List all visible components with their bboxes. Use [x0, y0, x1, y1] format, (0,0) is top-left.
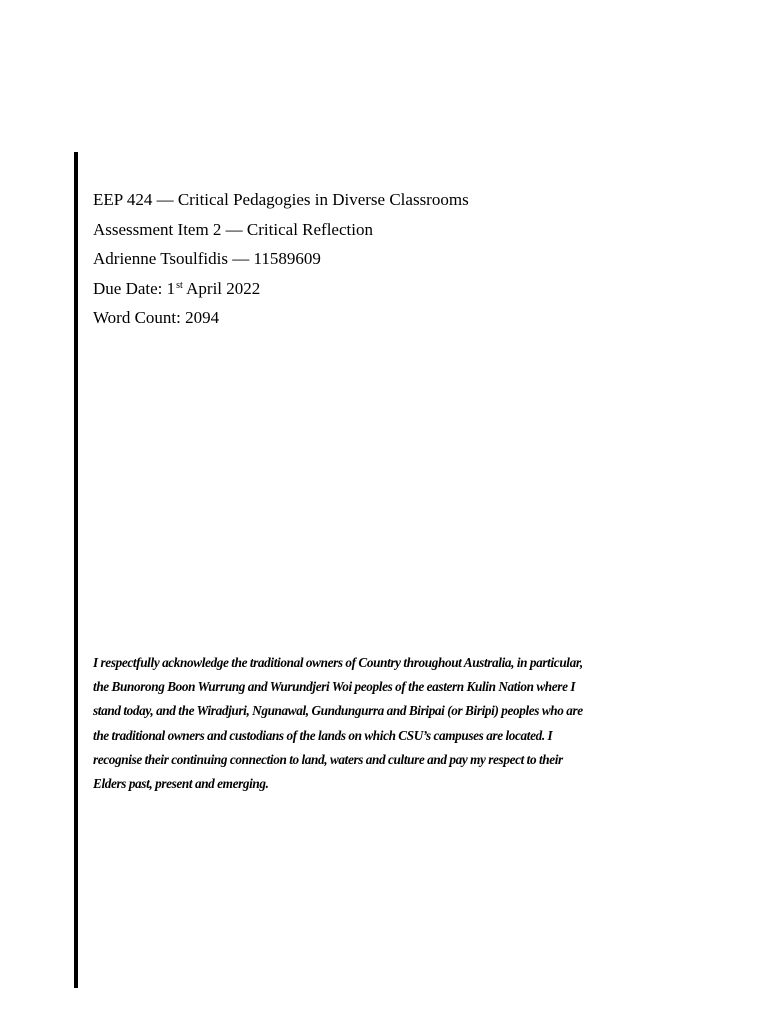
acknowledgement-line: recognise their continuing connection to land, waters and culture and pay my respect to their [93, 751, 563, 767]
acknowledgement-of-country [93, 651, 693, 796]
course-title: EEP 424 — Critical Pedagogies in Diverse Classrooms [93, 190, 469, 209]
acknowledgement-line: the Bunorong Boon Wurrung and Wurundjeri Woi peoples of the eastern Kulin Nation where I [93, 679, 576, 695]
acknowledgement-line: stand today, and the Wiradjuri, Ngunawal, Gundungurra and Biripai (or Biripi) peoples who are [93, 703, 583, 719]
student-name-id: Adrienne Tsoulfidis — 11589609 [93, 249, 321, 268]
acknowledgement-line: the traditional owners and custodians of the lands on which CSU’s campuses are located. I [93, 727, 553, 743]
due-date-rest: April 2022 [182, 278, 261, 298]
acknowledgement-line: Elders past, present and emerging. [93, 776, 269, 792]
acknowledgement-line: I respectfully acknowledge the traditional owners of Country throughout Australia, in particular, [93, 655, 583, 670]
due-date-ordinal: st [176, 280, 183, 291]
due-date-label: Due Date: 1 [93, 278, 176, 298]
due-date [93, 274, 733, 304]
assessment-title: Assessment Item 2 — Critical Reflection [93, 219, 373, 239]
title-block [93, 185, 733, 333]
left-margin-rule [74, 152, 78, 988]
word-count: Word Count: 2094 [93, 308, 220, 327]
